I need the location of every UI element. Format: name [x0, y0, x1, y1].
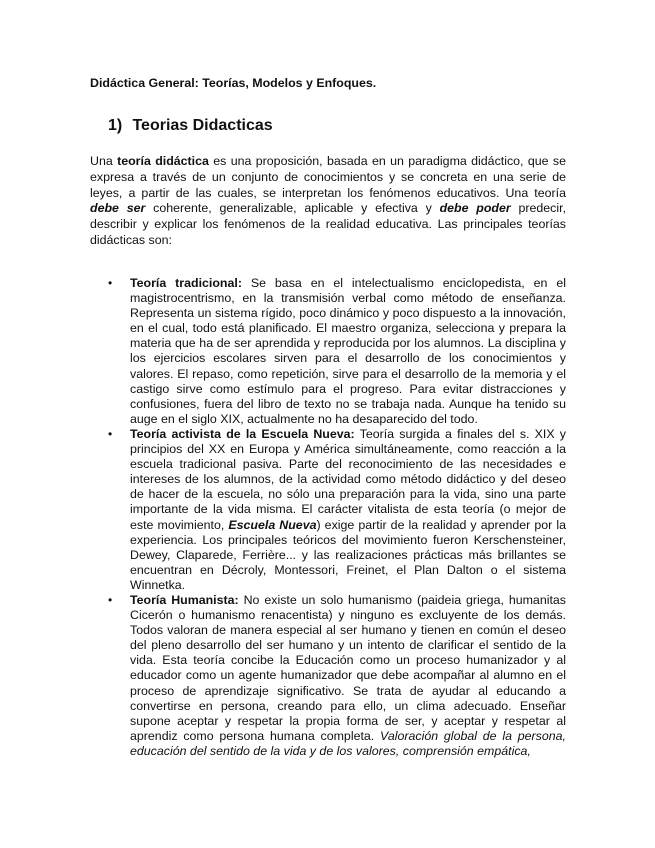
document-title: Didáctica General: Teorías, Modelos y Enfoques.	[90, 76, 377, 90]
bullet-icon: •	[108, 426, 113, 441]
theory-name: Teoría Humanista:	[130, 592, 239, 607]
term-escuela-nueva: Escuela Nueva	[228, 517, 317, 532]
intro-paragraph: Una teoría didáctica es una proposición, basada en un paradigma didáctico, que se expresa a través de un conjunto de conocimientos y se concreta en una serie de leyes, a partir de las cuales, se interpretan los fenómenos educativos. Una teoría debe ser coherente, generalizable, aplicable y efectiva y debe poder predecir, describir y explicar los fenómenos de la realidad educativa. Las principales teorías didácticas son:	[90, 154, 567, 247]
bullet-icon: •	[108, 592, 113, 607]
theory-italic-text: Valoración global de la persona, educación del sentido de la vida y de los valores, comprensión empática,	[130, 728, 566, 758]
theory-description: Teoría surgida a finales del s. XIX y principios del XX en Europa y América simultáneamente, como reacción a la escuela tradicional pasiva. Parte del reconocimiento de las necesidades e intereses de los alumnos, de la actividad como método didáctico y del deseo de hacer de la escuela, no sólo una preparación para la vida, sino una parte importante de la vida misma. El carácter vitalista de esta teoría (o mejor de este movimiento,	[130, 426, 566, 532]
theory-name: Teoría activista de la Escuela Nueva:	[130, 426, 355, 441]
bullet-icon: •	[108, 276, 113, 290]
list-item-teoria-tradicional	[108, 276, 566, 427]
theories-list	[108, 276, 566, 759]
theory-description: Se basa en el intelectualismo enciclopedista, en el magistrocentrismo, en la transmisión verbal como método de enseñanza. Representa un sistema rígido, poco dinámico y poco dispuesto a la innovación, en el cual, todo está planificado. El maestro organiza, selecciona y prepara la materia que ha de ser aprendida y reproducida por los alumnos. La disciplina y los ejercicios escolares sirven para el desarrollo de los conocimientos y valores. El repaso, como repetición, sirve para el desarrollo de la memoria y el castigo sirve como estímulo para el progreso. Para evitar distracciones y confusiones, fuera del libro de texto no se trabaja nada. Aunque ha tenido su auge en el siglo XIX, actualmente no ha desaparecido del todo.	[130, 276, 566, 426]
list-item-escuela-nueva	[108, 427, 566, 593]
term-debe-ser: debe ser	[90, 201, 146, 216]
section-number: 1)	[108, 117, 123, 134]
term-teoria-didactica: teoría didáctica	[117, 154, 209, 168]
term-debe-poder: debe poder	[439, 201, 511, 216]
section-title: Teorias Didacticas	[132, 117, 273, 134]
list-item-teoria-humanista	[108, 593, 566, 759]
theory-name: Teoría tradicional:	[130, 276, 242, 290]
theory-description-cont: ) exige partir de la realidad y aprender por la experiencia. Los principales teóricos del movimiento fueron Kerschensteiner, Dewey, Claparede, Ferrière... y las realizaciones prácticas más brillantes se encuentran en Décroly, Montessori, Freinet, el Plan Dalton o el sistema Winnetka.	[130, 517, 566, 592]
section-heading	[108, 117, 273, 135]
theory-description: No existe un solo humanismo (paideia griega, humanitas Cicerón o humanismo renacentista) y ninguno es excluyente de los demás. Todos valoran de manera especial al ser humano y tienen en común el deseo del pleno desarrollo del ser humano y un intento de clarificar el sentido de la vida. Esta teoría concibe la Educación como un proceso humanizador y al educador como un agente humanizador que debe acompañar al alumno en el proceso de aprendizaje significativo. Se trata de ayudar al educando a convertirse en persona, creando para ello, un clima adecuado. Enseñar supone aceptar y respetar la propia forma de ser, y aceptar y respetar al aprendiz como persona humana completa.	[130, 592, 566, 743]
